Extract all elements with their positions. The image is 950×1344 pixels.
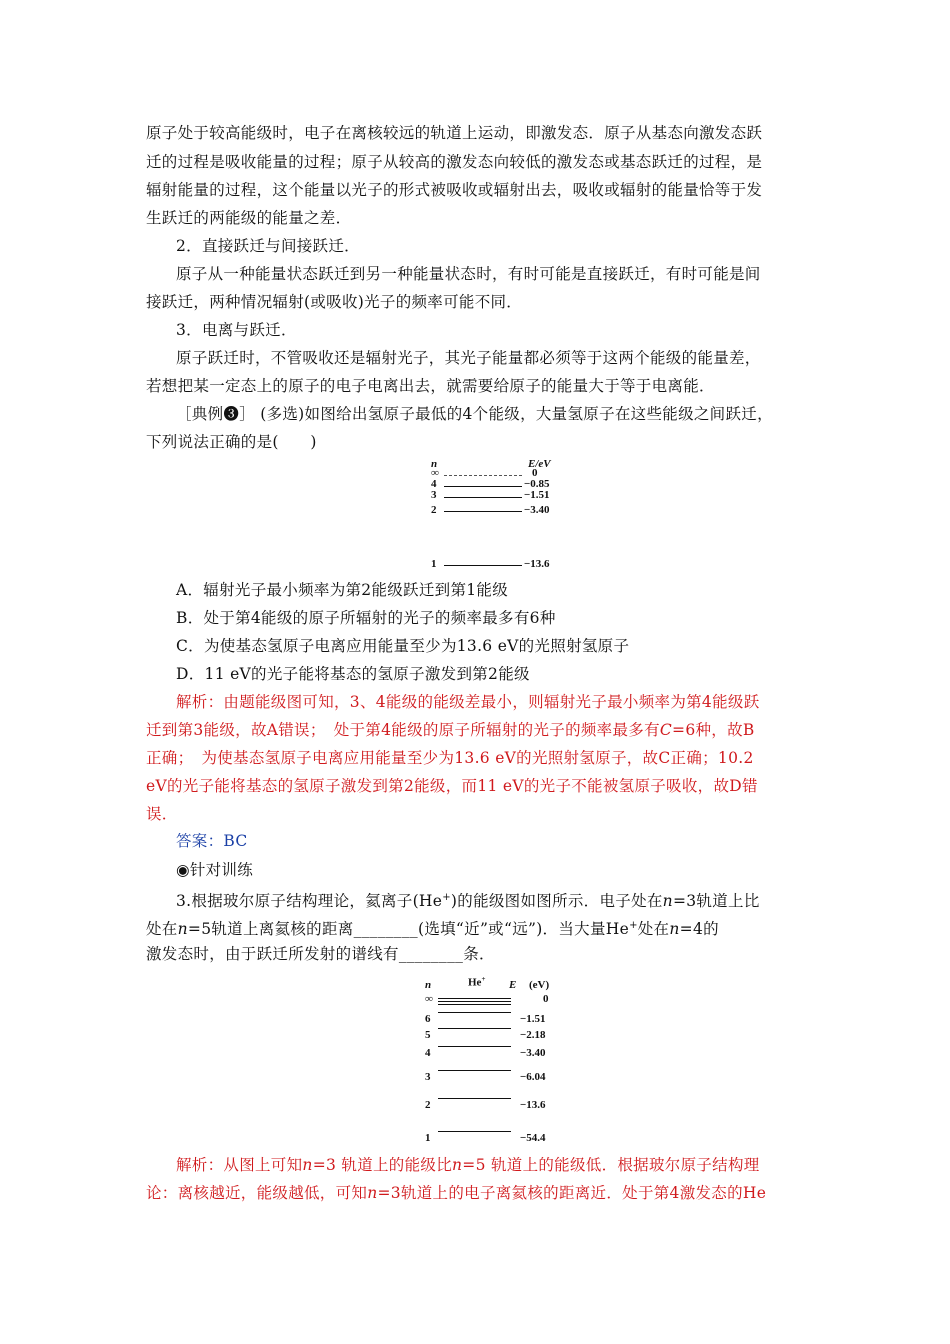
level-n-label: 2 [425, 1099, 431, 1111]
level-line [444, 486, 522, 487]
level-n-label: 2 [431, 504, 437, 516]
level-n-label: 3 [425, 1071, 431, 1083]
level-energy-label: 0 [543, 993, 549, 1005]
level-energy-label: −3.40 [520, 1047, 546, 1059]
practice-question-line-2: 处在n=5轨道上离氦核的距离________(选填“近”或“远”)．当大量He+处在n=4的 [146, 920, 719, 939]
section-3-title: 3．电离与跃迁． [176, 321, 297, 339]
section-2-title: 2．直接跃迁与间接跃迁． [176, 237, 360, 255]
level-energy-label: −1.51 [520, 1013, 546, 1025]
level-n-label: 6 [425, 1013, 431, 1025]
level-energy-label: −54.4 [520, 1132, 546, 1144]
intro-line-1: 原子处于较高能级时，电子在离核较远的轨道上运动，即激发态．原子从基态向激发态跃 [146, 124, 763, 142]
option-c: C．为使基态氢原子电离应用能量至少为13.6 eV的光照射氢原子 [176, 637, 630, 655]
solution-label: 解析： [176, 693, 224, 711]
level-energy-label: −0.85 [524, 478, 550, 490]
option-d: D．11 eV的光子能将基态的氢原子激发到第2能级 [176, 665, 530, 683]
intro-line-4: 生跃迁的两能级的能量之差． [146, 209, 352, 227]
n-axis-label: n [425, 979, 432, 991]
section-2-line-2: 接跃迁，两种情况辐射(或吸收)光子的频率可能不同． [146, 293, 523, 311]
species-label: He+ [468, 975, 486, 989]
answer-label: 答案： [176, 832, 224, 850]
level-n-label: 3 [431, 489, 437, 501]
solution-1-line-2: 迁到第3能级，故A错误； 处于第4能级的原子所辐射的光子的频率最多有C=6种，故B [146, 721, 755, 739]
level-line [438, 1098, 511, 1099]
level-n-label: ∞ [425, 993, 433, 1005]
level-line [438, 998, 511, 999]
level-energy-label: −1.51 [524, 489, 550, 501]
level-line [438, 1004, 511, 1005]
section-2-line-1: 原子从一种能量状态跃迁到另一种能量状态时，有时可能是直接跃迁，有时可能是间 [176, 265, 761, 283]
practice-question-line-3: 激发态时，由于跃迁所发射的谱线有________条． [146, 945, 495, 963]
level-line [444, 497, 522, 498]
n-axis-label: n [431, 458, 438, 470]
energy-axis-label: E/eV [528, 458, 551, 470]
solution-2-line-2: 论：离核越近，能级越低，可知n=3轨道上的电子离氦核的距离近．处于第4激发态的He [146, 1184, 767, 1202]
level-energy-label: −2.18 [520, 1029, 546, 1041]
level-line [438, 1012, 511, 1013]
level-n-label: 5 [425, 1029, 431, 1041]
level-line [438, 1070, 511, 1071]
level-energy-label: −3.40 [524, 504, 550, 516]
energy-unit-label: (eV) [529, 979, 550, 991]
level-n-label: 1 [425, 1132, 431, 1144]
level-line [444, 511, 522, 512]
option-a: A．辐射光子最小频率为第2能级跃迁到第1能级 [176, 581, 509, 599]
solution-1-line-4: eV的光子能将基态的氢原子激发到第2能级，而11 eV的光子不能被氢原子吸收，故D错 [146, 777, 758, 795]
level-n-label: 4 [425, 1047, 431, 1059]
level-line [444, 475, 522, 476]
solution-2-line-1: 解析：从图上可知n=3 轨道上的能级比n=5 轨道上的能级低．根据玻尔原子结构理 [176, 1156, 760, 1174]
level-n-label: 1 [431, 558, 437, 570]
option-b: B．处于第4能级的原子所辐射的光子的频率最多有6种 [176, 609, 556, 627]
intro-line-2: 迁的过程是吸收能量的过程；原子从较高的激发态向较低的激发态或基态跃迁的过程，是 [146, 153, 763, 171]
solution-1-line-3: 正确； 为使基态氢原子电离应用能量至少为13.6 eV的光照射氢原子，故C正确；10.2 [146, 749, 754, 767]
level-n-label: ∞ [431, 467, 439, 479]
energy-axis-label: E [509, 979, 517, 991]
answer-blank-2[interactable]: ________ [398, 945, 464, 963]
level-energy-label: −13.6 [524, 558, 550, 570]
section-3-line-1: 原子跃迁时，不管吸收还是辐射光子，其光子能量都必须等于这两个能级的能量差， [176, 349, 761, 367]
level-n-label: 4 [431, 478, 437, 490]
level-energy-label: 0 [532, 467, 538, 479]
level-energy-label: −13.6 [520, 1099, 546, 1111]
solution-1-line-1: 解析：由题能级图可知，3、4能级的能级差最小，则辐射光子最小频率为第4能级跃 [176, 693, 760, 711]
example-line-2: 下列说法正确的是( ) [146, 433, 317, 451]
intro-line-3: 辐射能量的过程，这个能量以光子的形式被吸收或辐射出去，吸收或辐射的能量恰等于发 [146, 181, 763, 199]
level-line [438, 1046, 511, 1047]
level-line [438, 1131, 511, 1132]
hydrogen-energy-level-diagram [428, 458, 568, 573]
solution-1-line-5: 误． [146, 805, 178, 823]
level-energy-label: −6.04 [520, 1071, 546, 1083]
level-line [438, 1001, 511, 1002]
practice-title: ◉针对训练 [176, 861, 254, 879]
example-line-1: ［典例❸］ (多选)如图给出氢原子最低的4个能级，大量氢原子在这些能级之间跃迁， [176, 405, 773, 423]
solution-label: 解析： [176, 1156, 224, 1174]
practice-question-line-1: 3.根据玻尔原子结构理论，氦离子(He+)的能级图如图所示．电子处在n=3轨道上比 [176, 892, 760, 911]
level-line [438, 1028, 511, 1029]
helium-ion-energy-level-diagram [423, 973, 563, 1148]
answer-line [176, 831, 248, 851]
answer-value: BC [223, 832, 248, 850]
level-line [444, 565, 522, 566]
answer-blank-1[interactable]: ________ [353, 920, 418, 939]
section-3-line-2: 若想把某一定态上的原子的电子电离出去，就需要给原子的能量大于等于电离能． [146, 377, 715, 395]
